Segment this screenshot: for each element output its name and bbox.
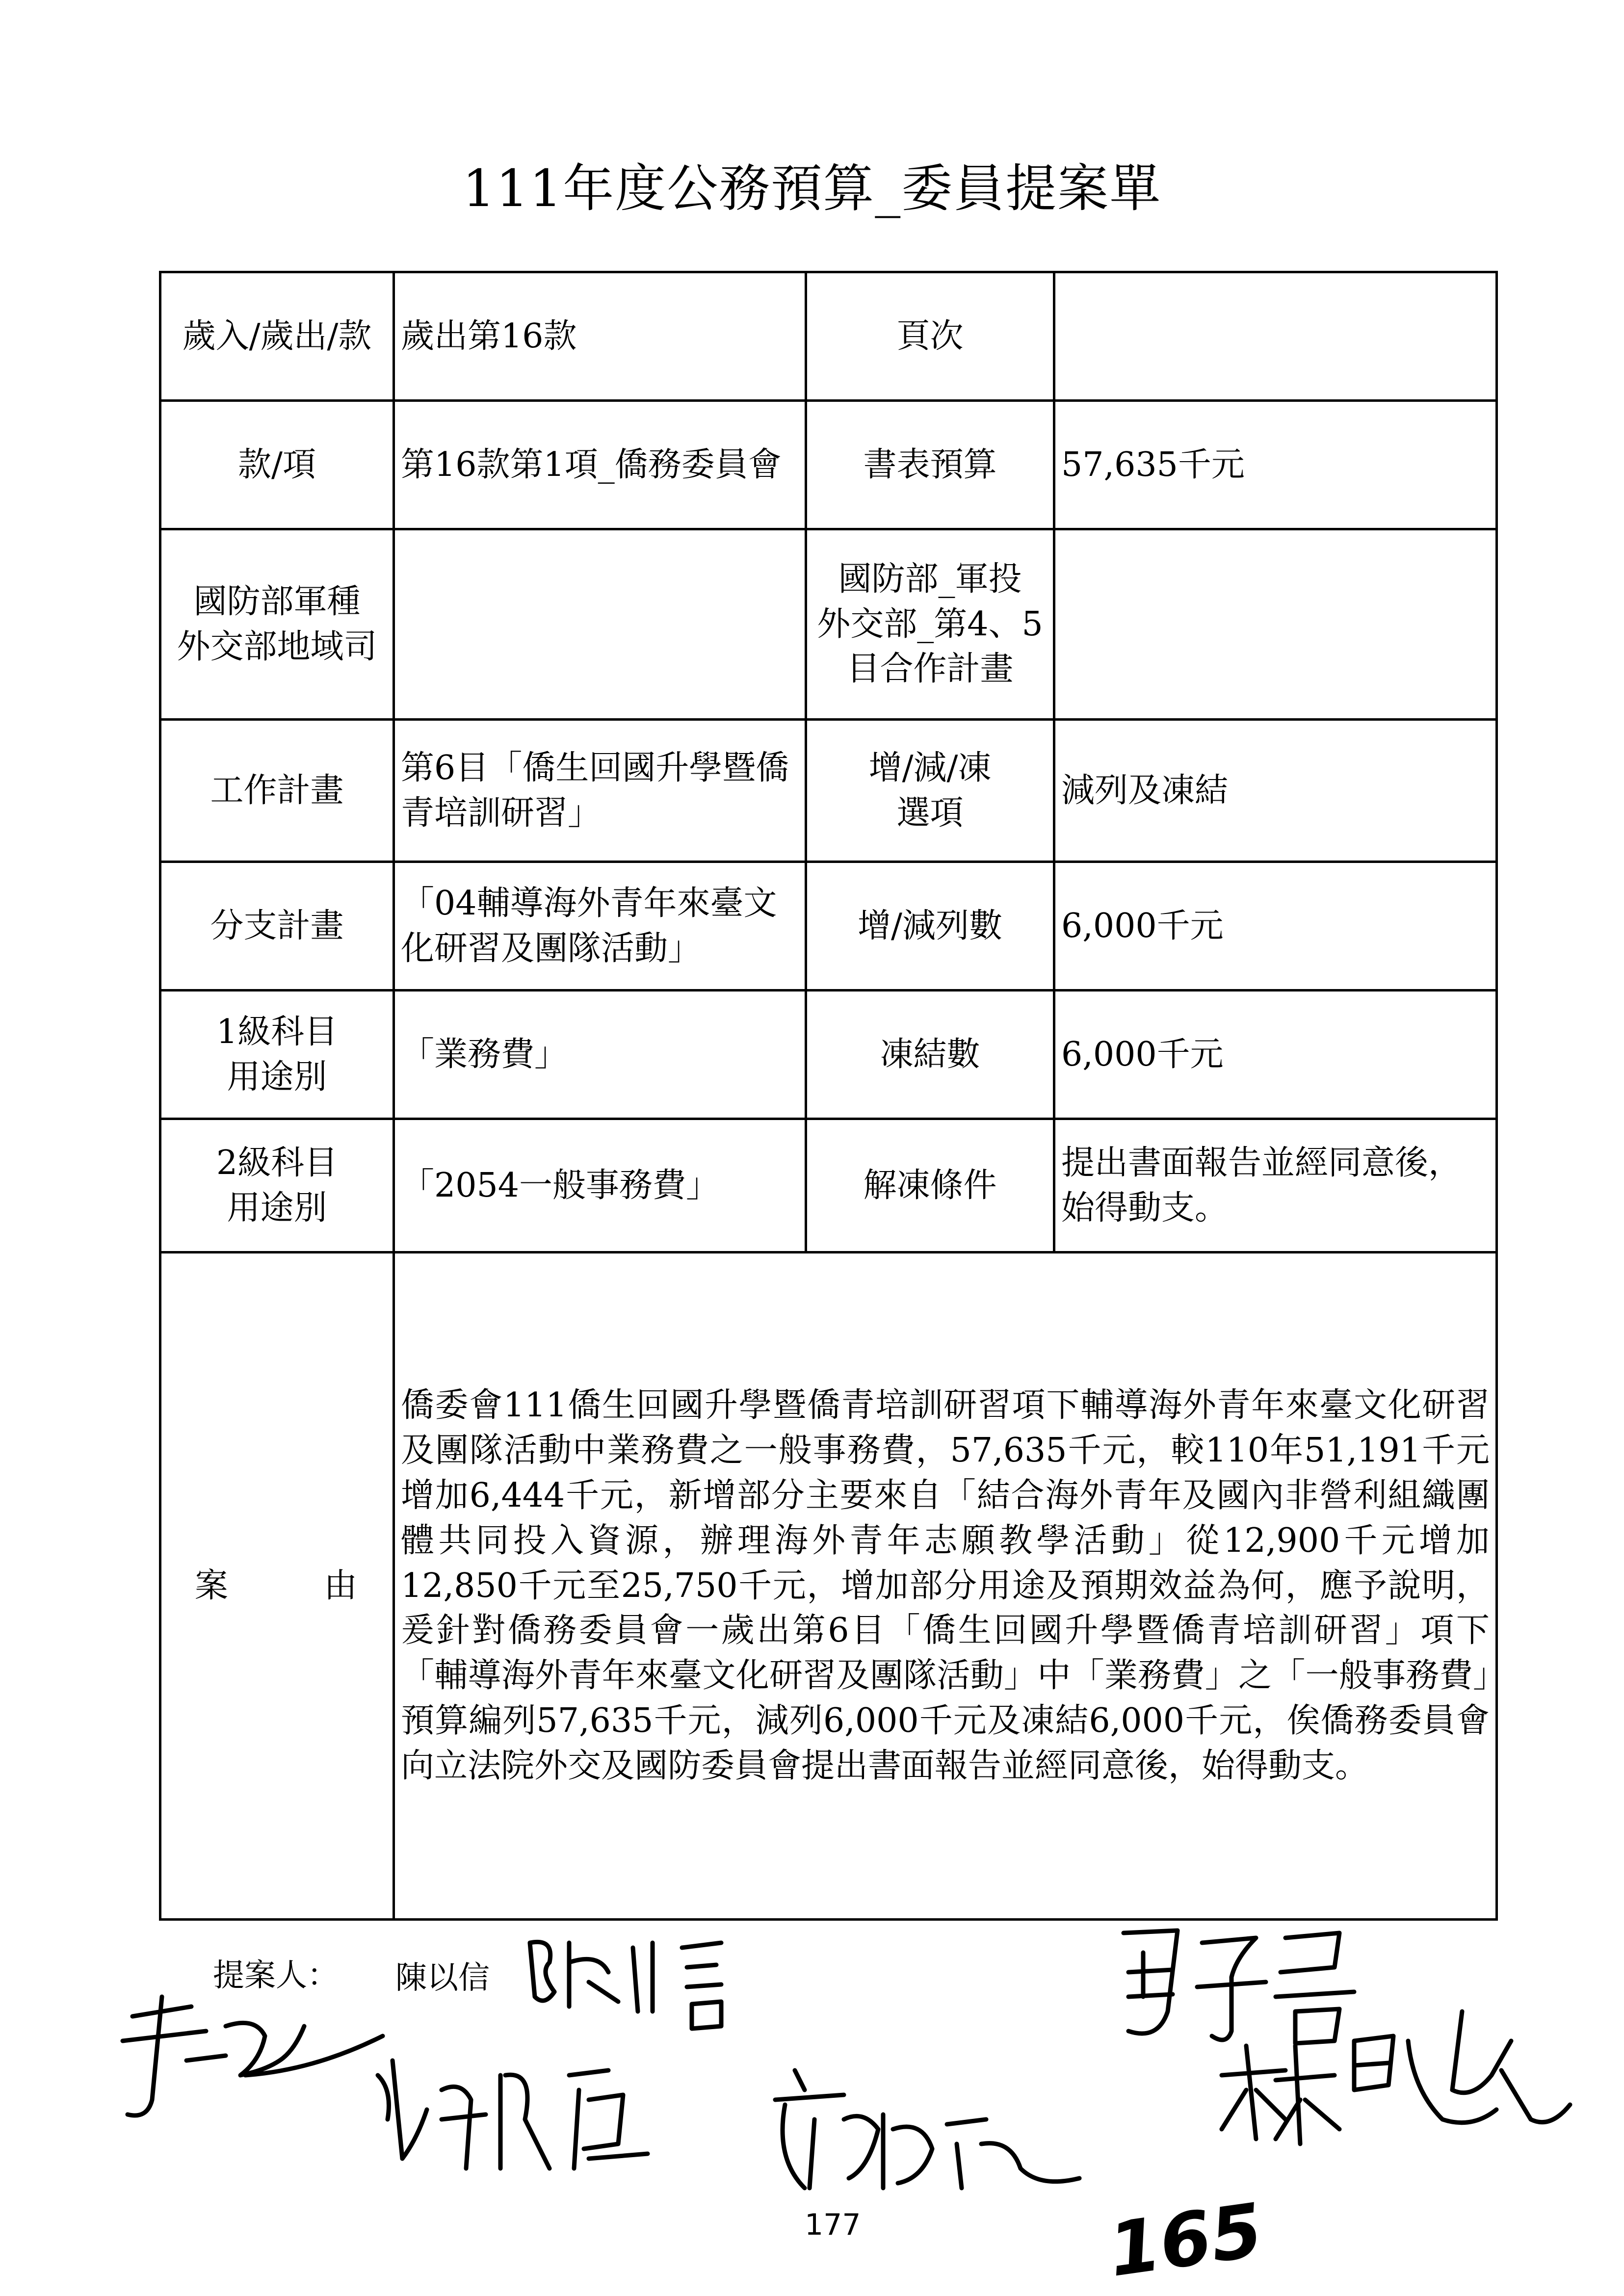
label-line: 用途別 [227, 1057, 327, 1096]
field-label: 歲入/歲出/款 [160, 272, 394, 401]
label-line: 國防部軍種 [193, 582, 361, 621]
label-line: 外交部地域司 [177, 627, 377, 666]
field-label: 頁次 [806, 272, 1054, 401]
field-label: 書表預算 [806, 401, 1054, 529]
field-value: 第6目「僑生回國升學暨僑青培訓研習」 [394, 720, 806, 862]
field-value: 6,000千元 [1054, 991, 1497, 1119]
field-label: 解凍條件 [806, 1119, 1054, 1252]
field-label [160, 991, 394, 1119]
label-line: 目合作計畫 [846, 650, 1014, 689]
field-label: 增/減列數 [806, 862, 1054, 991]
field-label: 工作計畫 [160, 720, 394, 862]
field-value: 第16款第1項_僑務委員會 [394, 401, 806, 529]
field-value: 6,000千元 [1054, 862, 1497, 991]
field-label [160, 1119, 394, 1252]
field-label [806, 720, 1054, 862]
signature-left [123, 1997, 383, 2115]
field-label: 凍結數 [806, 991, 1054, 1119]
field-value: 57,635千元 [1054, 401, 1497, 529]
table-row [160, 529, 1497, 720]
table-row [160, 401, 1497, 529]
table-row [160, 720, 1497, 862]
page-number: 177 [805, 2208, 861, 2242]
document-title: 111年度公務預算_委員提案單 [462, 158, 1162, 218]
signature-right [1222, 2011, 1570, 2144]
field-value: 減列及凍結 [1054, 720, 1497, 862]
field-value: 「2054一般事務費」 [394, 1119, 806, 1252]
label-line: 增/減/凍 [868, 748, 992, 787]
field-label [806, 529, 1054, 720]
label-line: 1級科目 [216, 1012, 338, 1051]
field-value: 「04輔導海外青年來臺文化研習及團隊活動」 [394, 862, 806, 991]
proposal-table [159, 271, 1498, 1921]
reason-label [160, 1252, 394, 1920]
table-row [160, 1119, 1497, 1252]
label-line: 選項 [896, 793, 964, 833]
reason-label-left: 案 [194, 1566, 230, 1605]
label-line: 國防部_軍投 [838, 559, 1022, 599]
table-row-reason [160, 1252, 1497, 1920]
reason-text: 僑委會111僑生回國升學暨僑青培訓研習項下輔導海外青年來臺文化研習及團隊活動中業務費之一般事務費，57,635千元，較110年51,191千元增加6,444千元，新增部分主要來自「結合海外青年及國內非營利組織團體共同投入資源，辦理海外青年志願教學活動」從12,900千元增加12,850千元至25,750千元，增加部分用途及預期效益為何，應予說明，爰針對僑務委員會一歲出第6目「僑生回國升學暨僑青培訓研習」項下「輔導海外青年來臺文化研習及團隊活動」中「業務費」之「一般事務費」預算編列57,635千元，減列6,000千元及凍結6,000千元，俟僑務委員會向立法院外交及國防委員會提出書面報告並經同意後，始得動支。 [394, 1252, 1497, 1920]
table-row [160, 272, 1497, 401]
label-line: 外交部_第4、5 [817, 604, 1043, 644]
field-value [1054, 529, 1497, 720]
label-line: 用途別 [227, 1188, 327, 1227]
signature-middle [775, 2070, 1079, 2188]
field-value: 「業務費」 [394, 991, 806, 1119]
handwritten-stamp-number: 165 [1103, 2188, 1268, 2294]
field-value: 提出書面報告並經同意後，始得動支。 [1054, 1119, 1497, 1252]
field-value [1054, 272, 1497, 401]
signature-middle-left [378, 2061, 648, 2168]
label-line: 2級科目 [216, 1143, 338, 1182]
signature-chen-yixin [530, 1942, 721, 2029]
table-row [160, 862, 1497, 991]
reason-label-right: 由 [324, 1566, 360, 1605]
proposer-name: 陳以信 [395, 1960, 490, 1996]
field-value [394, 529, 806, 720]
field-label [160, 529, 394, 720]
table-row [160, 991, 1497, 1119]
field-label: 款/項 [160, 401, 394, 529]
field-value: 歲出第16款 [394, 272, 806, 401]
proposer-label: 提案人： [213, 1957, 339, 1994]
field-label: 分支計畫 [160, 862, 394, 991]
signature-ma-wenjun [1124, 1931, 1354, 2043]
